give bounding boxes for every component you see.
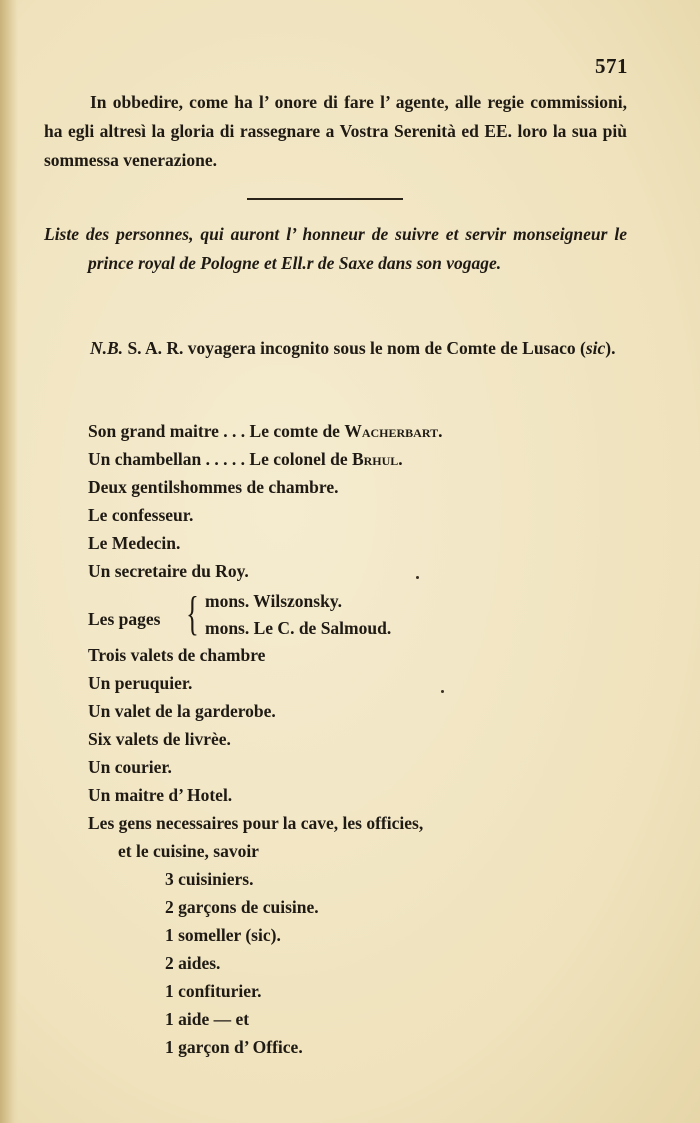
chambellan-name: Brhul. [351, 449, 403, 469]
kitchen-staff-item: 1 garçon d’ Office. [165, 1037, 303, 1057]
list-item: Trois valets de chambre [88, 645, 266, 665]
list-item: Un valet de la garderobe. [88, 701, 276, 721]
grand-maitre-label: Son grand maitre . . . Le comte de [88, 421, 345, 441]
list-item-chambellan [88, 446, 403, 473]
kitchen-staff-item: 1 aide — et [165, 1009, 250, 1029]
list-item: Deux gentilshommes de chambre. [88, 477, 339, 497]
kitchen-staff-item: 2 garçons de cuisine. [165, 897, 319, 917]
note-paragraph [44, 334, 627, 363]
section-divider [247, 198, 403, 200]
page-number: 571 [595, 54, 628, 78]
note-prefix: N.B. [90, 338, 124, 358]
kitchen-staff-item: 1 confiturier. [165, 981, 262, 1001]
list-heading: Liste des personnes, qui auront l’ honneur de suivre et servir monseigneur le prince royal de Pologne et Ell.r de Saxe dans son vogage. [44, 224, 627, 273]
page-name: mons. Wilszonsky. [205, 591, 342, 611]
kitchen-staff-item: 3 cuisiniers. [165, 869, 254, 889]
list-item: Un maitre d’ Hotel. [88, 785, 233, 805]
paper-speck [441, 690, 444, 693]
list-item: Le Medecin. [88, 533, 181, 553]
note-text-after: ). [605, 338, 616, 358]
note-sic: sic [585, 338, 606, 358]
list-continuation: et le cuisine, savoir [118, 841, 259, 861]
pages-label: Les pages [88, 609, 161, 629]
list-item: Le confesseur. [88, 505, 194, 525]
list-item: Un secretaire du Roy. [88, 561, 249, 581]
intro-paragraph: In obbedire, come ha l’ onore di fare l’ agente, alle regie commissioni, ha egli altresì la gloria di rassegnare a Vostra Serenità ed EE. loro la sua più sommessa venerazione. [44, 92, 627, 170]
page-name: mons. Le C. de Salmoud. [205, 618, 392, 638]
kitchen-staff-item: 2 aides. [165, 953, 221, 973]
kitchen-staff-item: 1 someller (sic). [165, 925, 281, 945]
list-item: Un courier. [88, 757, 172, 777]
page-spine-shadow [0, 0, 18, 1123]
chambellan-label: Un chambellan . . . . . Le colonel de [88, 449, 352, 469]
note-text-before: S. A. R. voyagera incognito sous le nom de Comte de Lusaco ( [123, 338, 586, 358]
list-item: Six valets de livrèe. [88, 729, 231, 749]
list-item-grand-maitre [88, 418, 442, 445]
list-item: Les gens necessaires pour la cave, les officies, [88, 813, 424, 833]
paper-speck [416, 576, 419, 579]
list-item: Un peruquier. [88, 673, 193, 693]
brace-glyph: { [186, 587, 199, 640]
grand-maitre-name: Wacherbart. [344, 421, 443, 441]
